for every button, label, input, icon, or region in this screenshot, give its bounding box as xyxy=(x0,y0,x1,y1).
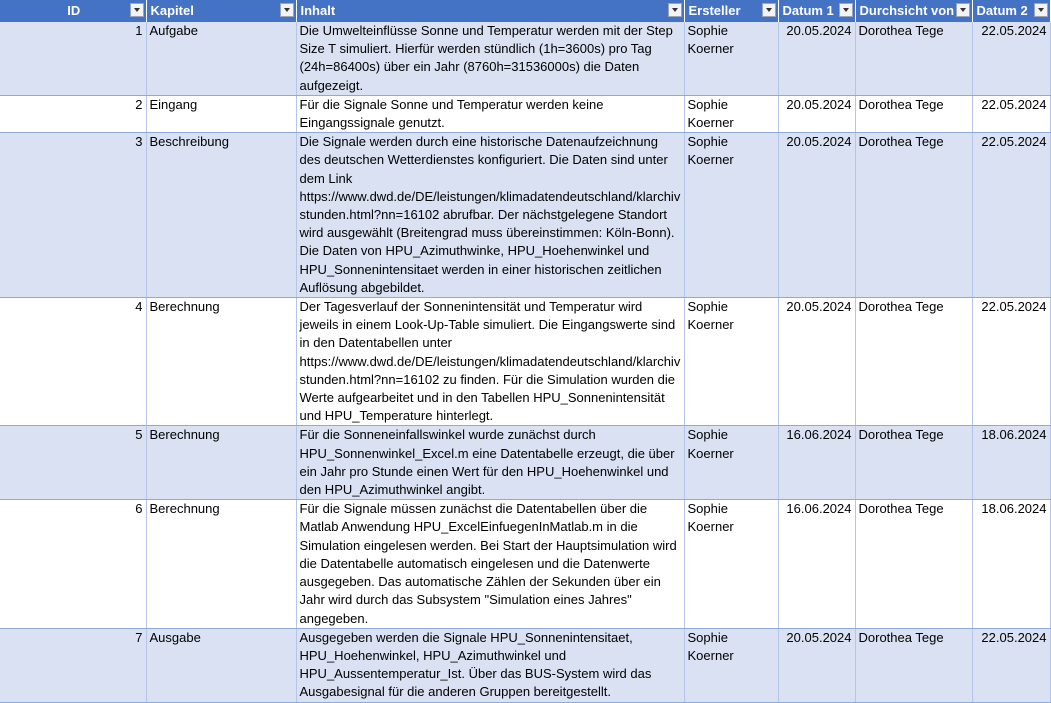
table-row xyxy=(0,628,1050,702)
table-row xyxy=(0,22,1050,95)
cell-datum2[interactable]: 18.06.2024 xyxy=(972,426,1050,500)
column-header-datum1: Datum 1 xyxy=(778,0,855,22)
cell-datum1[interactable]: 20.05.2024 xyxy=(778,22,855,95)
column-header-kapitel: Kapitel xyxy=(146,0,296,22)
table-row xyxy=(0,133,1050,298)
column-header-id: ID xyxy=(0,0,146,22)
cell-durchsicht[interactable]: Dorothea Tege xyxy=(855,426,972,500)
cell-inhalt[interactable]: Für die Sonneneinfallswinkel wurde zunächst durch HPU_Sonnenwinkel_Excel.m eine Datentabelle erzeugt, die über ein Jahr pro Stunde einen Wert für den HPU_Hoehenwinkel und den HPU_Azimuthwinkel angibt. xyxy=(296,426,684,500)
cell-inhalt[interactable]: Die Umwelteinflüsse Sonne und Temperatur werden mit der Step Size T simuliert. Hierfür werden stündlich (1h=3600s) pro Tag (24h=86400s) über ein Jahr (8760h=31536000s) die Daten aufgezeigt. xyxy=(296,22,684,95)
cell-datum2[interactable]: 22.05.2024 xyxy=(972,133,1050,298)
cell-inhalt[interactable]: Ausgegeben werden die Signale HPU_Sonnenintensitaet, HPU_Hoehenwinkel, HPU_Azimuthwinkel und HPU_Aussentemperatur_Ist. Über das BUS-System wird das Ausgabesignal für die anderen Gruppen bereitgestellt. xyxy=(296,628,684,702)
cell-datum1[interactable]: 16.06.2024 xyxy=(778,500,855,628)
cell-kapitel[interactable]: Berechnung xyxy=(146,298,296,426)
column-header-inhalt: Inhalt xyxy=(296,0,684,22)
table-row xyxy=(0,95,1050,132)
cell-inhalt[interactable]: Für die Signale Sonne und Temperatur werden keine Eingangssignale genutzt. xyxy=(296,95,684,132)
cell-inhalt[interactable]: Die Signale werden durch eine historische Datenaufzeichnung des deutschen Wetterdienstes konfiguriert. Die Daten sind unter dem Link https://www.dwd.de/DE/leistungen/klimadatendeutschland/klarchivstunden.html?nn=16102 abrufbar. Der nächstgelegene Standort wird ausgewählt (Breitengrad muss übereinstimmen: Köln-Bonn). Die Daten von HPU_Azimuthwinke, HPU_Hoehenwinkel und HPU_Sonnenintensitaet werden in einer historischen zeitlichen Auflösung abgebildet. xyxy=(296,133,684,298)
cell-id[interactable]: 2 xyxy=(0,95,146,132)
cell-datum1[interactable]: 20.05.2024 xyxy=(778,95,855,132)
cell-durchsicht[interactable]: Dorothea Tege xyxy=(855,95,972,132)
table-row xyxy=(0,500,1050,628)
filter-dropdown-button[interactable] xyxy=(668,3,682,17)
table-row xyxy=(0,298,1050,426)
table-row xyxy=(0,426,1050,500)
cell-ersteller[interactable]: Sophie Koerner xyxy=(684,133,778,298)
cell-kapitel[interactable]: Eingang xyxy=(146,95,296,132)
column-header-ersteller: Ersteller xyxy=(684,0,778,22)
cell-id[interactable]: 5 xyxy=(0,426,146,500)
cell-datum1[interactable]: 20.05.2024 xyxy=(778,298,855,426)
cell-kapitel[interactable]: Beschreibung xyxy=(146,133,296,298)
cell-datum1[interactable]: 20.05.2024 xyxy=(778,628,855,702)
column-header-durchsicht: Durchsicht von xyxy=(855,0,972,22)
cell-id[interactable]: 6 xyxy=(0,500,146,628)
cell-ersteller[interactable]: Sophie Koerner xyxy=(684,500,778,628)
filter-dropdown-button[interactable] xyxy=(762,3,776,17)
filter-dropdown-button[interactable] xyxy=(130,3,144,17)
cell-inhalt[interactable]: Der Tagesverlauf der Sonnenintensität und Temperatur wird jeweils in einem Look-Up-Table simuliert. Die Eingangswerte sind in den Datentabellen unter https://www.dwd.de/DE/leistungen/klimadatendeutschland/klarchivstunden.html?nn=16102 zu finden. Für die Simulation wurden die Werte aufgearbeitet und in den Tabellen HPU_Sonnenintensität und HPU_Temperature hinterlegt. xyxy=(296,298,684,426)
cell-datum1[interactable]: 16.06.2024 xyxy=(778,426,855,500)
cell-datum2[interactable]: 18.06.2024 xyxy=(972,500,1050,628)
cell-datum1[interactable]: 20.05.2024 xyxy=(778,133,855,298)
cell-datum2[interactable]: 22.05.2024 xyxy=(972,628,1050,702)
cell-ersteller[interactable]: Sophie Koerner xyxy=(684,298,778,426)
cell-id[interactable]: 4 xyxy=(0,298,146,426)
cell-kapitel[interactable]: Aufgabe xyxy=(146,22,296,95)
filter-dropdown-button[interactable] xyxy=(280,3,294,17)
cell-durchsicht[interactable]: Dorothea Tege xyxy=(855,500,972,628)
header-row xyxy=(0,0,1050,22)
cell-id[interactable]: 1 xyxy=(0,22,146,95)
cell-kapitel[interactable]: Berechnung xyxy=(146,500,296,628)
cell-datum2[interactable]: 22.05.2024 xyxy=(972,22,1050,95)
cell-durchsicht[interactable]: Dorothea Tege xyxy=(855,298,972,426)
filter-dropdown-button[interactable] xyxy=(839,3,853,17)
cell-inhalt[interactable]: Für die Signale müssen zunächst die Datentabellen über die Matlab Anwendung HPU_ExcelEinfuegenInMatlab.m in die Simulation eingelesen werden. Bei Start der Hauptsimulation wird die Datentabelle automatisch eingelesen und die Datenwerte ausgegeben. Das automatische Zählen der Sekunden über ein Jahr wird durch das Subsystem "Simulation eines Jahres" angegeben. xyxy=(296,500,684,628)
cell-id[interactable]: 7 xyxy=(0,628,146,702)
cell-durchsicht[interactable]: Dorothea Tege xyxy=(855,133,972,298)
cell-datum2[interactable]: 22.05.2024 xyxy=(972,95,1050,132)
cell-kapitel[interactable]: Ausgabe xyxy=(146,628,296,702)
filter-dropdown-button[interactable] xyxy=(956,3,970,17)
cell-ersteller[interactable]: Sophie Koerner xyxy=(684,95,778,132)
cell-kapitel[interactable]: Berechnung xyxy=(146,426,296,500)
cell-id[interactable]: 3 xyxy=(0,133,146,298)
cell-durchsicht[interactable]: Dorothea Tege xyxy=(855,628,972,702)
cell-ersteller[interactable]: Sophie Koerner xyxy=(684,426,778,500)
cell-datum2[interactable]: 22.05.2024 xyxy=(972,298,1050,426)
cell-ersteller[interactable]: Sophie Koerner xyxy=(684,22,778,95)
cell-ersteller[interactable]: Sophie Koerner xyxy=(684,628,778,702)
cell-durchsicht[interactable]: Dorothea Tege xyxy=(855,22,972,95)
filter-dropdown-button[interactable] xyxy=(1034,3,1048,17)
column-header-datum2: Datum 2 xyxy=(972,0,1050,22)
